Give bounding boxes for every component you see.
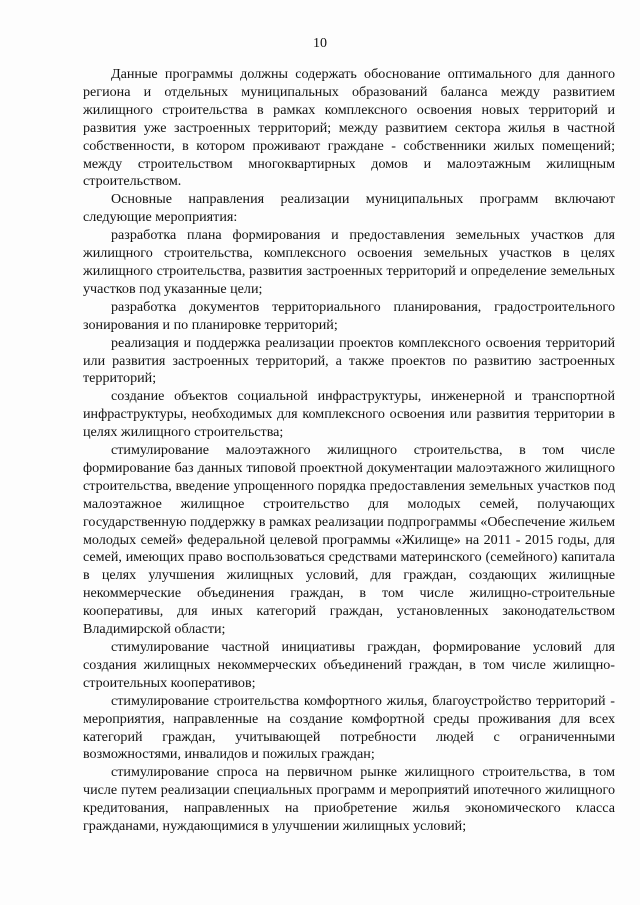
paragraph-6: создание объектов социальной инфраструктуры, инженерной и транспортной инфраструктуры, необходимых для комплексного освоения или развития территории в целях жилищного строительства; (83, 388, 615, 441)
paragraph-4: разработка документов территориального планирования, градостроительного зонирования и по планировке территорий; (83, 298, 615, 333)
body-text (83, 66, 615, 836)
paragraph-9: стимулирование строительства комфортного жилья, благоустройство территорий - мероприятия, направленные на создание комфортной среды проживания для всех категорий граждан, учитывающей потребности людей с ограниченными возможностями, инвалидов и пожилых граждан; (83, 692, 615, 763)
paragraph-7: стимулирование малоэтажного жилищного строительства, в том числе формирование баз данных типовой проектной документации малоэтажного жилищного строительства, введение упрощенного порядка предоставления земельных участков под малоэтажное жилищное строительство для молодых семей, получающих государственную поддержку в рамках реализации подпрограммы «Обеспечение жильем молодых семей» федеральной целевой программы «Жилище» на 2011 - 2015 годы, для семей, имеющих право воспользоваться средствами материнского (семейного) капитала в целях улучшения жилищных условий, для граждан, создающих жилищные некоммерческие объединения граждан, в том числе жилищно-строительные кооперативы, для иных категорий граждан, установленных законодательством Владимирской области; (83, 442, 615, 638)
paragraph-10: стимулирование спроса на первичном рынке жилищного строительства, в том числе путем реализации специальных программ и мероприятий ипотечного жилищного кредитования, направленных на приобретение жилья экономического класса гражданами, нуждающимися в улучшении жилищных условий; (83, 764, 615, 835)
page-number: 10 (313, 36, 327, 51)
paragraph-8: стимулирование частной инициативы граждан, формирование условий для создания жилищных некоммерческих объединений граждан, в том числе жилищно-строительных кооперативов; (83, 639, 615, 691)
paragraph-5: реализация и поддержка реализации проектов комплексного освоения территорий или развития застроенных территорий, а также проектов по развитию застроенных территорий; (83, 334, 615, 387)
paragraph-1: Данные программы должны содержать обоснование оптимального для данного региона и отдельных муниципальных образований баланса между развитием жилищного строительства в рамках комплексного освоения новых территорий и развития уже застроенных территорий; между развитием сектора жилья в частной собственности, в котором проживают граждане - собственники жилых помещений; между строительством многоквартирных домов и малоэтажным жилищным строительством. (83, 66, 615, 190)
paragraph-2: Основные направления реализации муниципальных программ включают следующие мероприятия: (83, 191, 615, 226)
paragraph-3: разработка плана формирования и предоставления земельных участков для жилищного строительства, комплексного освоения земельных участков в целях жилищного строительства, развития застроенных территорий и определение земельных участков под указанные цели; (83, 227, 615, 297)
